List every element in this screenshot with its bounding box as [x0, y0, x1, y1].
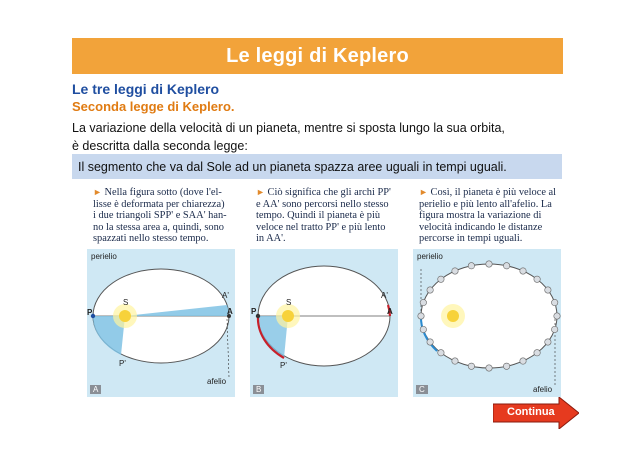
- panel-c-diagram: [413, 249, 561, 397]
- label-sun: S: [286, 298, 292, 307]
- planet-position: [438, 276, 444, 282]
- triangle-bullet-icon: ►: [419, 187, 428, 197]
- label-a: A: [227, 307, 233, 316]
- label-afelio: afelio: [533, 385, 553, 394]
- planet-position: [520, 358, 526, 364]
- ellipse-orbit-b: [250, 249, 398, 397]
- planet-position: [551, 299, 557, 305]
- panel-b-text-4: veloce nel tratto PP' e più lento: [256, 221, 386, 233]
- panel-a-letter: A: [90, 385, 101, 394]
- panel-a-diagram: [87, 249, 235, 397]
- panel-b-text-5: in AA'.: [256, 233, 286, 245]
- triangle-bullet-icon: ►: [93, 187, 102, 197]
- label-p: P: [251, 307, 257, 316]
- planet-position: [420, 299, 426, 305]
- panel-b-text-3: tempo. Quindi il pianeta è più: [256, 210, 381, 222]
- label-a: A: [387, 307, 393, 316]
- planet-position: [452, 268, 458, 274]
- label-sun: S: [123, 298, 129, 307]
- panel-c-text-4: velocità indicando le distanze: [419, 221, 543, 233]
- paragraph-line-2: è descritta dalla seconda legge:: [72, 139, 248, 153]
- planet-position: [486, 365, 492, 371]
- description-paragraph: [72, 119, 572, 155]
- label-a-prime: A': [381, 291, 388, 300]
- panel-b-letter: B: [253, 385, 264, 394]
- panel-c: [413, 185, 561, 397]
- ellipse-orbit-a: [87, 249, 235, 397]
- label-a-prime: A': [222, 291, 229, 300]
- planet-position: [534, 350, 540, 356]
- planet-position: [534, 276, 540, 282]
- planet-position: [503, 263, 509, 269]
- panel-c-text-1: Così, il pianeta è più veloce al: [430, 187, 557, 198]
- paragraph-line-1: La variazione della velocità di un pianeta, mentre si sposta lungo la sua orbita,: [72, 121, 505, 135]
- planet-position: [452, 358, 458, 364]
- panel-a-text-3: i due triangoli SPP' e SAA' han-: [93, 210, 227, 222]
- panel-a-text-5: spazzati nello stesso tempo.: [93, 233, 209, 245]
- planet-position: [418, 313, 424, 319]
- planet-position: [427, 287, 433, 293]
- label-perielio: perielio: [417, 252, 443, 261]
- triangle-bullet-icon: ►: [256, 187, 265, 197]
- planet-position: [545, 287, 551, 293]
- planet-position: [420, 326, 426, 332]
- panel-b-diagram: [250, 249, 398, 397]
- law-statement-text: Il segmento che va dal Sole ad un pianeta spazza aree uguali in tempi uguali.: [78, 159, 507, 174]
- law-statement: [72, 154, 562, 179]
- planet-position: [438, 350, 444, 356]
- planet-position: [520, 268, 526, 274]
- panel-a-text-1: Nella figura sotto (dove l'el-: [104, 187, 222, 198]
- ellipse-orbit-c: [413, 249, 561, 397]
- label-perielio: perielio: [91, 252, 117, 261]
- panel-b-text-1: Ciò significa che gli archi PP': [267, 187, 391, 198]
- panel-c-letter: C: [416, 385, 428, 394]
- panel-a-text-2: lisse è deformata per chiarezza): [93, 198, 225, 210]
- panel-a-caption: [93, 187, 233, 245]
- title-banner: [72, 38, 563, 74]
- panel-a-text-4: no la stessa area a, quindi, sono: [93, 221, 225, 233]
- panel-c-text-5: percorse in tempi uguali.: [419, 233, 523, 245]
- planet-position: [468, 363, 474, 369]
- continue-button[interactable]: [493, 397, 579, 429]
- label-p: P: [87, 308, 93, 317]
- label-p-prime: P': [280, 361, 287, 370]
- panel-c-text-3: figura mostra la variazione di: [419, 210, 542, 222]
- panel-b-text-2: e AA' sono percorsi nello stesso: [256, 198, 389, 210]
- panel-a: [87, 185, 235, 397]
- panel-b-caption: [256, 187, 396, 245]
- textbook-illustration: [87, 185, 562, 397]
- section-heading: Le tre leggi di Keplero: [72, 81, 220, 97]
- panel-b: [250, 185, 398, 397]
- planet-position: [503, 363, 509, 369]
- planet-position: [545, 339, 551, 345]
- panel-c-caption: [419, 187, 559, 245]
- planet-position: [486, 261, 492, 267]
- planet-position: [468, 263, 474, 269]
- planet-position: [554, 313, 560, 319]
- label-p-prime: P': [119, 359, 126, 368]
- continue-button-label: Continua: [507, 406, 555, 418]
- planet-position: [551, 326, 557, 332]
- section-subheading: Seconda legge di Keplero.: [72, 99, 235, 114]
- label-afelio: afelio: [207, 377, 227, 386]
- panel-c-text-2: perielio e più lento all'afelio. La: [419, 198, 552, 210]
- planet-position: [427, 339, 433, 345]
- page-title: Le leggi di Keplero: [226, 44, 409, 67]
